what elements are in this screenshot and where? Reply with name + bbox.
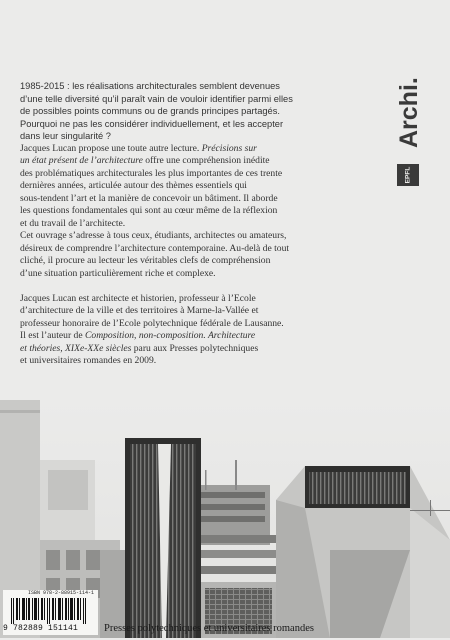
epfl-badge: EPFL [397, 164, 419, 186]
text-line: et théories, XIXe-XXe siècles paru aux Presses polytechniques [20, 342, 259, 354]
text-line: et universitaires romandes en 2009. [20, 355, 157, 366]
intro-paragraph [20, 80, 392, 143]
text-line: 1985-2015 : les réalisations architecturales semblent devenues [20, 81, 280, 91]
text-line: et du travail de l’architecte. [20, 217, 126, 229]
text-line: Pourquoi ne pas les considérer individuellement, et les accepter [20, 118, 284, 129]
publisher-name: Presses polytechniques et universitaires romandes [104, 623, 314, 634]
text-line: Cet ouvrage s’adresse à tous ceux, étudiants, architectes ou amateurs, [20, 230, 287, 241]
isbn-label: ISBN 978-2-88915-114-1 [28, 590, 95, 596]
audience-paragraph [20, 230, 392, 280]
text-line: dans leur singularité ? [20, 131, 111, 141]
text-line: d’architecture de la ville et des territoires à Marne-la-Vallée et [20, 305, 259, 316]
logo-wordmark: Archi. [395, 77, 423, 148]
text-line: sous-tendent l’art et la manière de concevoir un bâtiment. Il aborde [20, 192, 278, 204]
text-line: Jacques Lucan propose une toute autre lecture. Précisions sur [20, 142, 257, 154]
text-line: des problématiques architecturales les plus importantes de ces trente [20, 167, 283, 179]
text-line: désireux de comprendre l’architecture contemporaine. Au-delà de tout [20, 242, 290, 254]
text-line: Jacques Lucan est architecte et historien, professeur à l’Ecole [20, 292, 256, 304]
summary-paragraph [20, 143, 392, 231]
text-line: d’une telle diversité qu’il paraît vain de vouloir identifier parmi elles [20, 93, 293, 104]
blurb [20, 80, 392, 368]
text-line: professeur honoraire de l’Ecole polytechnique fédérale de Lausanne. [20, 317, 284, 329]
text-line: dernières années, articulée autour des thèmes essentiels qui [20, 180, 247, 191]
author-bio [20, 293, 392, 368]
text-line: d’une situation particulièrement riche et complexe. [20, 267, 216, 279]
barcode-digits: 9 782889 151141 [3, 624, 79, 633]
text-line: de possibles points communs ou de grands principes partagés. [20, 106, 280, 116]
text-line: cliché, il procure au lecteur les véritables clefs de compréhension [20, 255, 271, 266]
text-line: Il est l’auteur de Composition, non-composition. Architecture [20, 330, 256, 341]
text-line: les questions fondamentales qui sont au cœur même de la réflexion [20, 205, 278, 216]
text-line: un état présent de l’architecture offre une compréhension inédite [20, 155, 270, 166]
series-logo [395, 77, 423, 192]
